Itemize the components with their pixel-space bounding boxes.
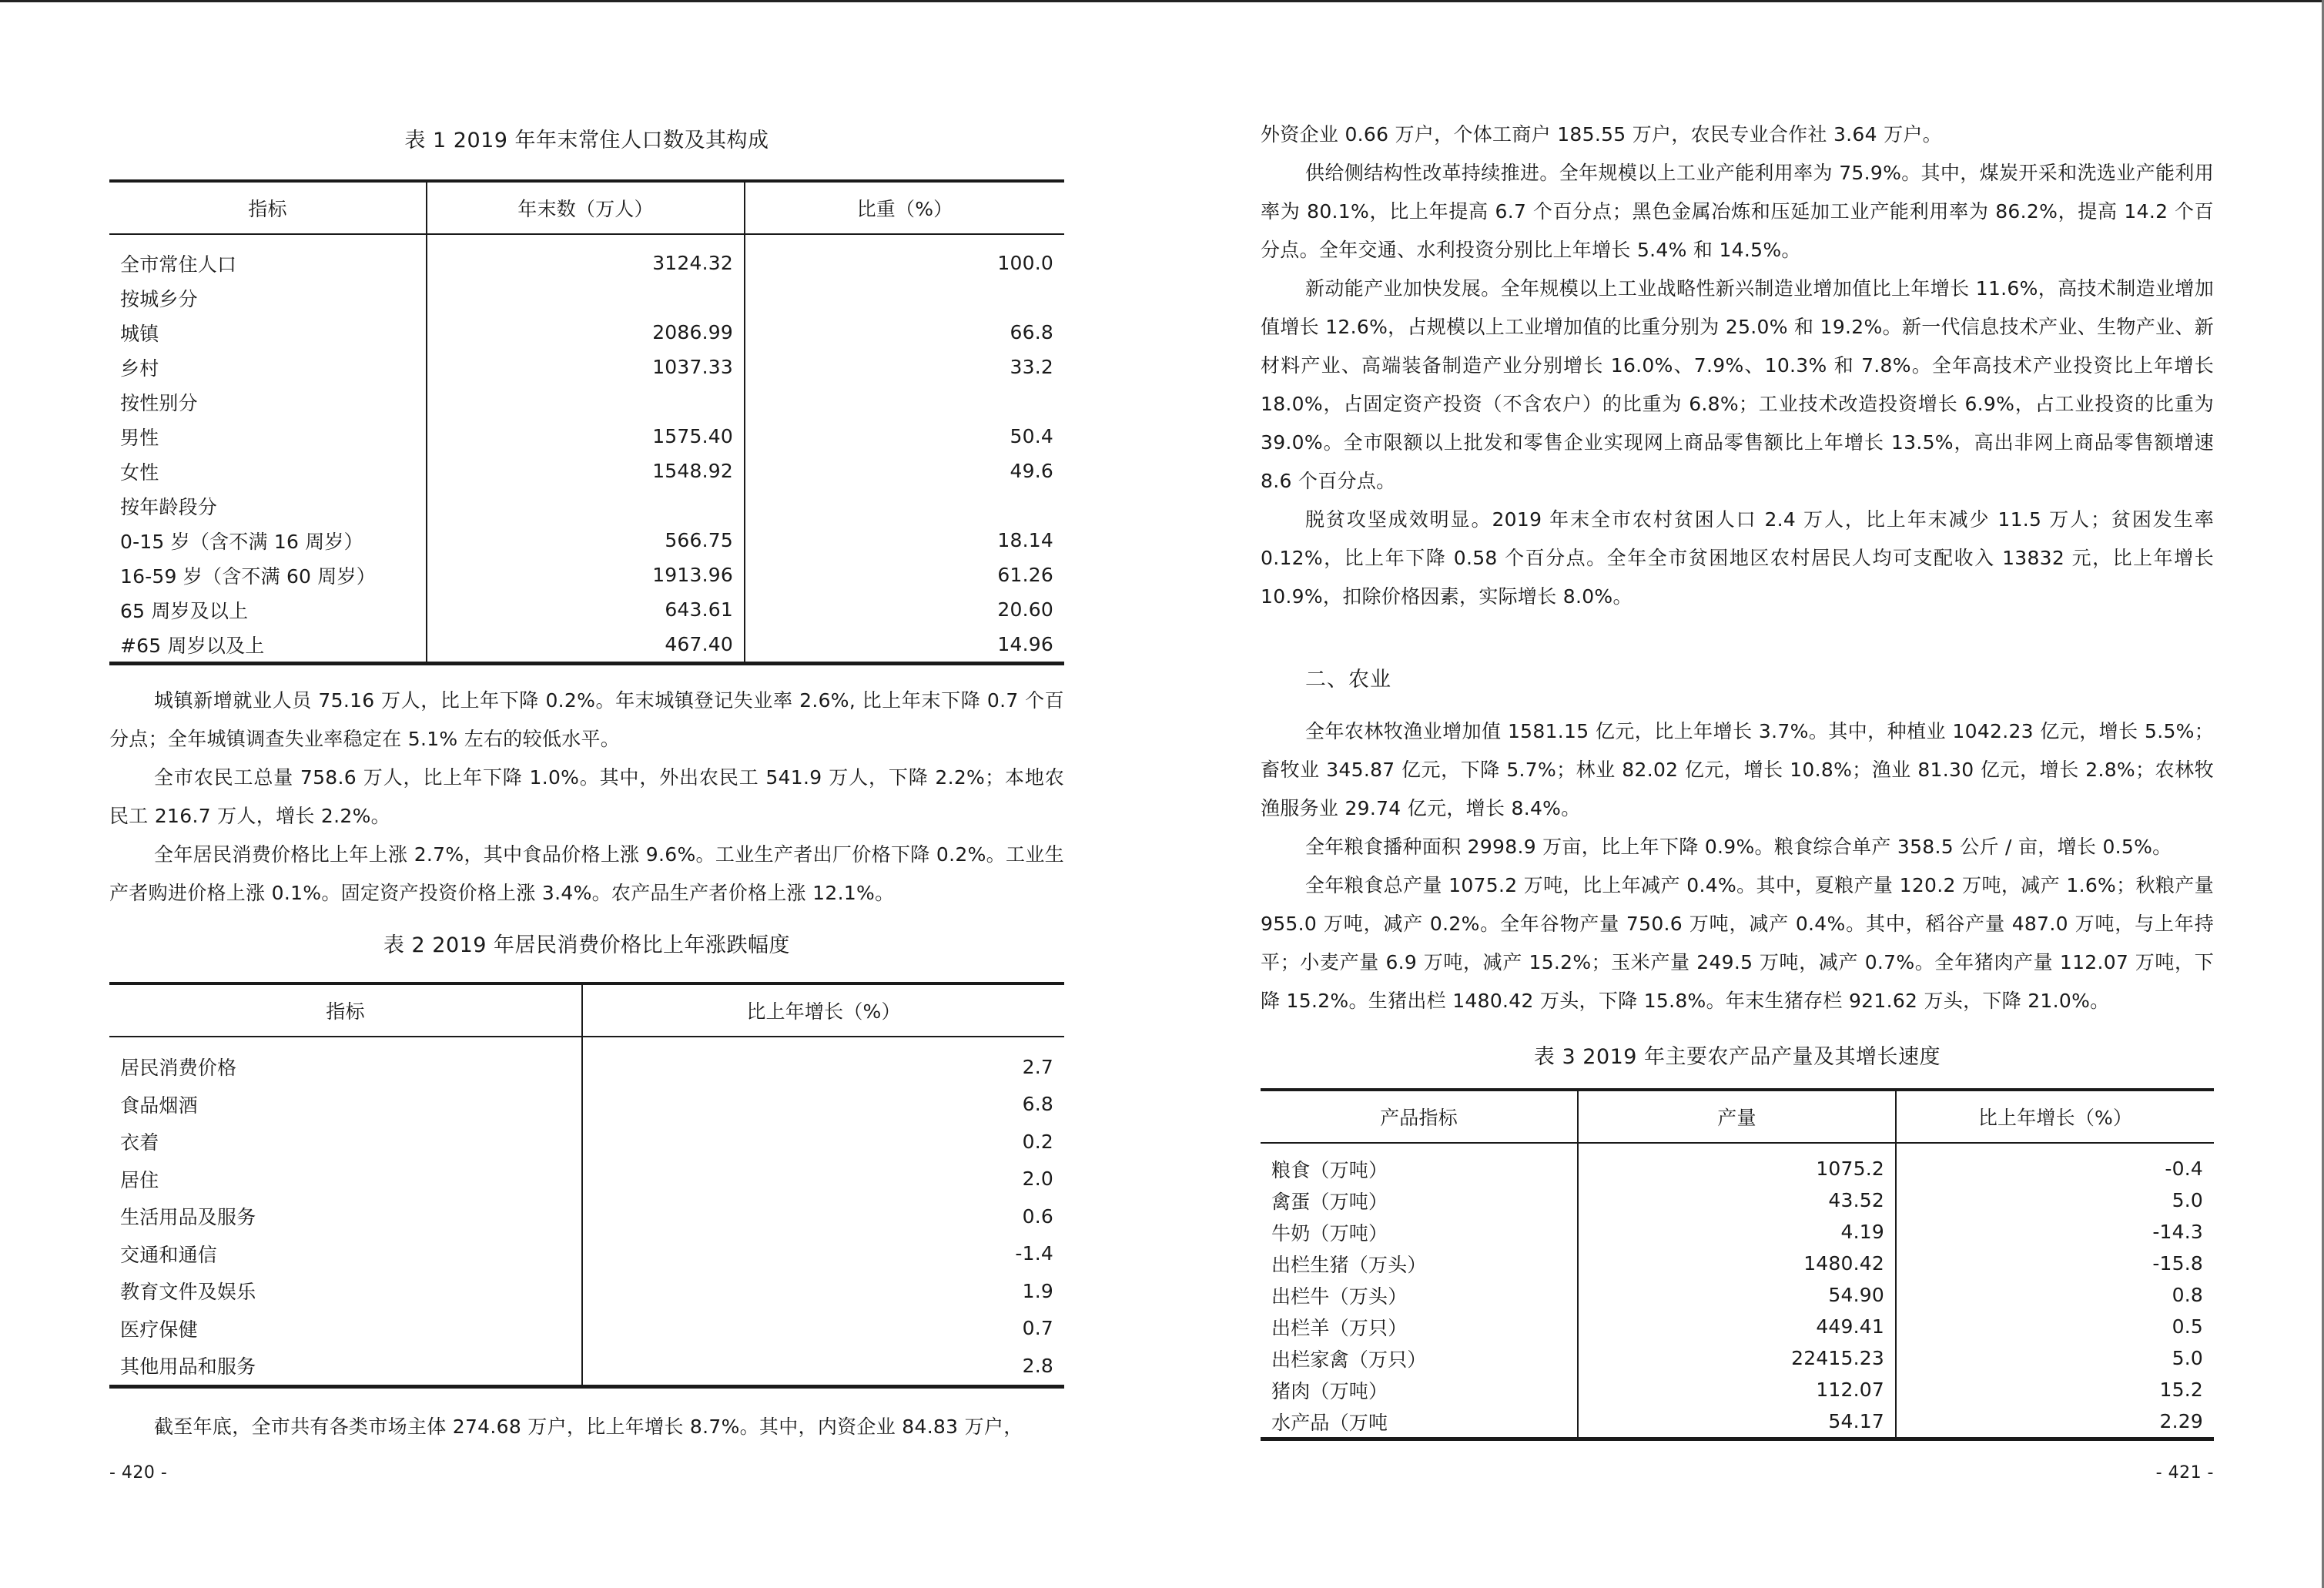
page-420: [109, 0, 1064, 1588]
growth-cell: 0.5: [2172, 1315, 2203, 1338]
value-cell: 0.7: [1022, 1317, 1053, 1340]
row-label: 出栏生猪（万头）: [1261, 1248, 1578, 1279]
table2-title: 表 2 2019 年居民消费价格比上年涨跌幅度: [383, 933, 791, 957]
table-row: [109, 627, 1064, 664]
page-number: - 420 -: [109, 1463, 168, 1482]
table-row: [1261, 1216, 2214, 1248]
growth-cell: 5.0: [2172, 1189, 2203, 1211]
table-row: [109, 384, 1064, 419]
table-row: [109, 350, 1064, 384]
column-header: 指标: [109, 983, 582, 1037]
column-header: 年末数（万人）: [427, 181, 745, 234]
row-label: 猪肉（万吨）: [1261, 1374, 1578, 1405]
paragraph-grain-output: 全年粮食总产量 1075.2 万吨，比上年减产 0.4%。其中，夏粮产量 120.2 万吨，减产 1.6%；秋粮产量 955.0 万吨，减产 0.2%。全年谷物产量 750.6 万吨，减产 0.4%。其中，稻谷产量 487.0 万吨，与上年持平；小麦产量 6.9 万吨，减产 15.2%；玉米产量 249.5 万吨，减产 0.7%。全年猪肉产量 112.07 万吨，下降 15.2%。生猪出栏 1480.42 万头，下降 15.8%。年末生猪存栏 921.62 万头，下降 21.0%。: [1261, 874, 2214, 1012]
value-cell: 1075.2: [1578, 1143, 1896, 1184]
row-label: 教育文件及娱乐: [109, 1272, 582, 1310]
row-label: 禽蛋（万吨）: [1261, 1184, 1578, 1216]
growth-cell: 15.2: [2159, 1379, 2203, 1401]
table-row: [109, 234, 1064, 280]
row-label: 医疗保健: [109, 1310, 582, 1348]
value-cell: -1.4: [1015, 1242, 1053, 1265]
value-cell: [427, 280, 745, 315]
value-cell: 112.07: [1578, 1374, 1896, 1405]
table-row: [1261, 1184, 2214, 1216]
table-row: [109, 558, 1064, 592]
table-row: [109, 419, 1064, 454]
row-label: 按性别分: [109, 384, 427, 419]
row-label: 城镇: [109, 315, 427, 350]
row-label: 水产品（万吨: [1261, 1405, 1578, 1439]
value-cell: 54.90: [1578, 1279, 1896, 1311]
value-cell: 566.75: [427, 523, 745, 558]
table1-title: 表 1 2019 年年末常住人口数及其构成: [404, 129, 769, 152]
row-label: 居住: [109, 1161, 582, 1198]
share-cell: 66.8: [1010, 321, 1053, 343]
row-label: 出栏羊（万只）: [1261, 1311, 1578, 1342]
growth-cell: -0.4: [2165, 1157, 2203, 1180]
paragraph-prices: 全年居民消费价格比上年上涨 2.7%，其中食品价格上涨 9.6%。工业生产者出厂价格下降 0.2%。工业生产者购进价格上涨 0.1%。固定资产投资价格上涨 3.4%。农产品生产者价格上涨 12.1%。: [109, 843, 1064, 904]
share-cell: [745, 280, 1064, 315]
row-label: 居民消费价格: [109, 1037, 582, 1086]
value-cell: 1037.33: [427, 350, 745, 384]
value-cell: 6.8: [1022, 1093, 1053, 1116]
growth-cell: 5.0: [2172, 1347, 2203, 1369]
agri-products-table: [1261, 1088, 2214, 1441]
column-header: 比上年增长（%）: [746, 1000, 901, 1023]
value-cell: 449.41: [1578, 1311, 1896, 1342]
population-table: [109, 179, 1064, 665]
table-row: [1261, 1342, 2214, 1374]
cpi-table: [109, 982, 1064, 1389]
value-cell: 0.2: [1022, 1130, 1053, 1153]
share-cell: 33.2: [1010, 356, 1053, 378]
table-row: [1261, 1248, 2214, 1279]
table-row: [109, 1198, 1064, 1235]
row-label: 乡村: [109, 350, 427, 384]
value-cell: 1480.42: [1578, 1248, 1896, 1279]
table-row: [109, 315, 1064, 350]
table-row: [1261, 1374, 2214, 1405]
row-label: 16-59 岁（含不满 60 周岁）: [109, 558, 427, 592]
column-header: 比上年增长（%）: [1977, 1107, 2133, 1129]
column-header: 产量: [1578, 1090, 1896, 1143]
column-header: 产品指标: [1261, 1090, 1578, 1143]
growth-cell: 2.29: [2159, 1410, 2203, 1432]
value-cell: 2.0: [1022, 1168, 1053, 1191]
value-cell: 643.61: [427, 592, 745, 627]
value-cell: [427, 488, 745, 523]
share-cell: 20.60: [997, 598, 1053, 621]
table-row: [109, 280, 1064, 315]
table-row: [109, 1310, 1064, 1348]
paragraph-poverty-alleviation: 脱贫攻坚成效明显。2019 年末全市农村贫困人口 2.4 万人，比上年末减少 11.5 万人；贫困发生率 0.12%，比上年下降 0.58 个百分点。全年全市贫困地区农村居民人均可支配收入 13832 元，比上年增长 10.9%，扣除价格因素，实际增长 8.0%。: [1261, 508, 2214, 608]
growth-cell: -14.3: [2152, 1221, 2203, 1243]
value-cell: 43.52: [1578, 1184, 1896, 1216]
share-cell: 61.26: [997, 564, 1053, 586]
table3-title: 表 3 2019 年主要农产品产量及其增长速度: [1533, 1045, 1941, 1069]
table-header-row: [109, 983, 1064, 1037]
value-cell: 1913.96: [427, 558, 745, 592]
row-label: 衣着: [109, 1123, 582, 1161]
paragraph-foreign-enterprises: 外资企业 0.66 万户，个体工商户 185.55 万户，农民专业合作社 3.64 万户。: [1261, 123, 1942, 146]
table-row: [109, 1086, 1064, 1124]
row-label: 全市常住人口: [109, 234, 427, 280]
value-cell: [427, 384, 745, 419]
page-number: - 421 -: [2155, 1463, 2214, 1482]
row-label: #65 周岁以及上: [109, 627, 427, 664]
row-label: 生活用品及服务: [109, 1198, 582, 1235]
table-row: [109, 1272, 1064, 1310]
column-header: 比重（%）: [856, 198, 953, 220]
table-header-row: [1261, 1090, 2214, 1143]
paragraph-new-energy-industry: 新动能产业加快发展。全年规模以上工业战略性新兴制造业增加值比上年增长 11.6%，高技术制造业增加值增长 12.6%，占规模以上工业增加值的比重分别为 25.0% 和 19.2%。新一代信息技术产业、生物产业、新材料产业、高端装备制造产业分别增长 16.0%、7.9%、10.3% 和 7.8%。全年高技术产业投资比上年增长 18.0%，占固定资产投资（不含农户）的比重为 6.8%；工业技术改造投资增长 6.9%，占工业投资的比重为 39.0%。全市限额以上批发和零售企业实现网上商品零售额比上年增长 13.5%，高出非网上商品零售额增速 8.6 个百分点。: [1261, 277, 2214, 492]
value-cell: 54.17: [1578, 1405, 1896, 1439]
paragraph-market-entities: 截至年底，全市共有各类市场主体 274.68 万户，比上年增长 8.7%。其中，内资企业 84.83 万户，: [154, 1415, 1023, 1438]
value-cell: 1575.40: [427, 419, 745, 454]
column-header: 指标: [109, 181, 427, 234]
row-label: 牛奶（万吨）: [1261, 1216, 1578, 1248]
growth-cell: -15.8: [2152, 1252, 2203, 1275]
value-cell: 467.40: [427, 627, 745, 664]
row-label: 按城乡分: [109, 280, 427, 315]
row-label: 出栏家禽（万只）: [1261, 1342, 1578, 1374]
share-cell: [745, 488, 1064, 523]
table-row: [109, 523, 1064, 558]
value-cell: 3124.32: [427, 234, 745, 280]
row-label: 交通和通信: [109, 1235, 582, 1273]
paragraph-grain-area: 全年粮食播种面积 2998.9 万亩，比上年下降 0.9%。粮食综合单产 358.5 公斤 / 亩，增长 0.5%。: [1305, 836, 2172, 858]
table-row: [109, 1347, 1064, 1386]
value-cell: 1.9: [1022, 1279, 1053, 1302]
table-row: [109, 454, 1064, 488]
value-cell: 2.7: [1022, 1055, 1053, 1078]
table-row: [109, 1161, 1064, 1198]
table-row: [109, 1037, 1064, 1086]
table-row: [1261, 1143, 2214, 1184]
share-cell: 50.4: [1010, 425, 1053, 447]
value-cell: 22415.23: [1578, 1342, 1896, 1374]
paragraph-employment: 城镇新增就业人员 75.16 万人，比上年下降 0.2%。年末城镇登记失业率 2.6%, 比上年末下降 0.7 个百分点；全年城镇调查失业率稳定在 5.1% 左右的较低水平。: [109, 689, 1064, 750]
value-cell: 0.6: [1022, 1204, 1053, 1228]
table-row: [1261, 1311, 2214, 1342]
row-label: 粮食（万吨）: [1261, 1143, 1578, 1184]
paragraph-supply-side-reform: 供给侧结构性改革持续推进。全年规模以上工业产能利用率为 75.9%。其中，煤炭开采和洗选业产能利用率为 80.1%，比上年提高 6.7 个百分点；黑色金属冶炼和压延加工业产能利用率为 86.2%，提高 14.2 个百分点。全年交通、水利投资分别比上年增长 5.4% 和 14.5%。: [1261, 162, 2214, 261]
paragraph-agri-value-added: 全年农林牧渔业增加值 1581.15 亿元，比上年增长 3.7%。其中，种植业 1042.23 亿元，增长 5.5%；畜牧业 345.87 亿元，下降 5.7%；林业 82.02 亿元，增长 10.8%；渔业 81.30 亿元，增长 2.8%；农林牧渔服务业 29.74 亿元，增长 8.4%。: [1261, 720, 2214, 819]
row-label: 按年龄段分: [109, 488, 427, 523]
share-cell: 18.14: [997, 529, 1053, 551]
value-cell: 2.8: [1022, 1354, 1053, 1377]
row-label: 65 周岁及以上: [109, 592, 427, 627]
row-label: 女性: [109, 454, 427, 488]
share-cell: 14.96: [997, 633, 1053, 655]
row-label: 食品烟酒: [109, 1086, 582, 1124]
share-cell: [745, 384, 1064, 419]
value-cell: 4.19: [1578, 1216, 1896, 1248]
growth-cell: 0.8: [2172, 1284, 2203, 1306]
table-row: [109, 1123, 1064, 1161]
share-cell: 100.0: [997, 252, 1053, 274]
section-heading-agriculture: 二、农业: [1305, 668, 1391, 692]
row-label: 0-15 岁（含不满 16 周岁）: [109, 523, 427, 558]
table-row: [109, 592, 1064, 627]
row-label: 出栏牛（万头）: [1261, 1279, 1578, 1311]
value-cell: 2086.99: [427, 315, 745, 350]
row-label: 其他用品和服务: [109, 1347, 582, 1386]
value-cell: 1548.92: [427, 454, 745, 488]
paragraph-migrant-workers: 全市农民工总量 758.6 万人，比上年下降 1.0%。其中，外出农民工 541.9 万人，下降 2.2%；本地农民工 216.7 万人，增长 2.2%。: [109, 766, 1064, 827]
page-421: [1261, 0, 2214, 1588]
table-row: [1261, 1279, 2214, 1311]
share-cell: 49.6: [1010, 460, 1053, 482]
table-row: [109, 488, 1064, 523]
table-row: [1261, 1405, 2214, 1439]
table-row: [109, 1235, 1064, 1273]
table-header-row: [109, 181, 1064, 234]
row-label: 男性: [109, 419, 427, 454]
